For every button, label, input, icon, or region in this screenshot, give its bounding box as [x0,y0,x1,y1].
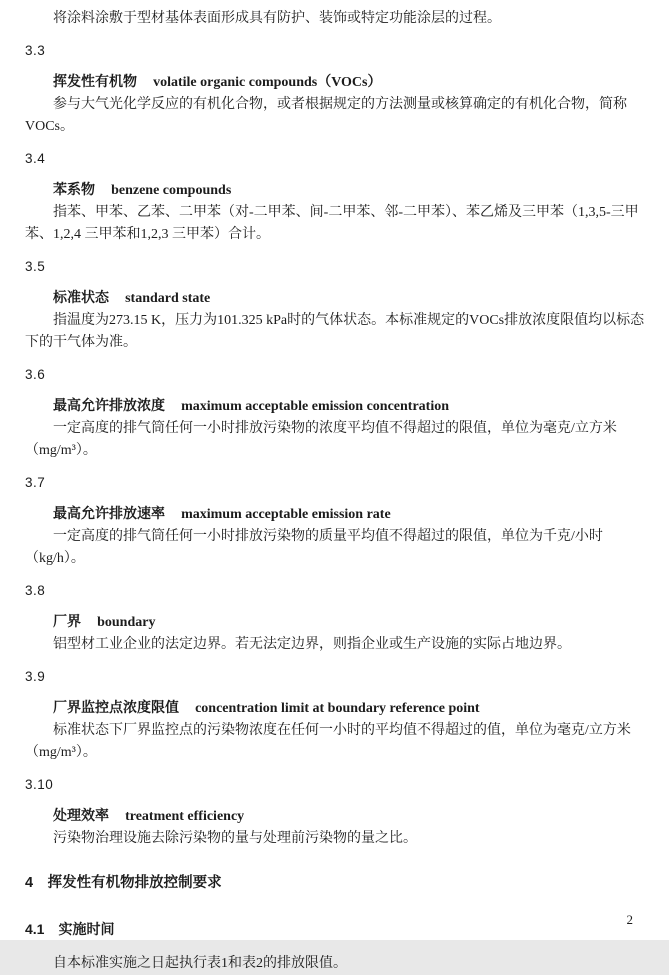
chapter-number: 4 [25,875,34,891]
term-heading [25,502,648,526]
definition-body: 一定高度的排气筒任何一小时排放污染物的质量平均值不得超过的限值，单位为千克/小时（kg/h）。 [25,529,603,566]
chapter-title: 挥发性有机物排放控制要求 [47,875,222,891]
subsection-title: 实施时间 [58,921,115,937]
page-number: 2 [626,912,633,927]
section-number: 3.7 [25,475,46,490]
section-number: 3.4 [25,151,46,166]
term-english: maximum acceptable emission rate [181,507,391,522]
definition-body: 指苯、甲苯、乙苯、二甲苯（对-二甲苯、间-二甲苯、邻-二甲苯）、苯乙烯及三甲苯（1,3,5-三甲苯、1,2,4 三甲苯和1,2,3 三甲苯）合计。 [25,205,639,242]
term-english: maximum acceptable emission concentration [181,399,450,414]
term-heading [25,610,648,634]
subsection-body: 自本标准实施之日起执行表1和表2的排放限值。 [53,956,347,971]
term-heading [25,286,648,310]
definition-section [25,472,648,570]
term-chinese: 厂界监控点浓度限值 [53,699,179,715]
subsection-number: 4.1 [25,921,45,937]
term-chinese: 最高允许排放浓度 [53,397,165,413]
term-heading [25,696,648,720]
term-english: volatile organic compounds（VOCs） [153,75,382,90]
section-number: 3.6 [25,367,46,382]
definition-section [25,364,648,462]
subsection-heading [25,918,648,940]
definition-section [25,580,648,656]
term-english: concentration limit at boundary reference point [195,701,480,716]
section-number: 3.5 [25,259,46,274]
section-number: 3.9 [25,669,46,684]
section-number: 3.3 [25,43,46,58]
term-heading [25,70,648,94]
term-chinese: 苯系物 [53,181,95,197]
intro-paragraph: 将涂料涂敷于型材基体表面形成具有防护、装饰或特定功能涂层的过程。 [53,11,501,26]
term-heading [25,394,648,418]
term-chinese: 挥发性有机物 [53,73,137,89]
definition-section [25,774,648,850]
definition-body: 污染物治理设施去除污染物的量与处理前污染物的量之比。 [53,831,417,846]
term-english: benzene compounds [111,183,232,198]
term-chinese: 标准状态 [53,289,109,305]
term-heading [25,178,648,202]
definition-body: 标准状态下厂界监控点的污染物浓度在任何一小时的平均值不得超过的值，单位为毫克/立方米（mg/m³）。 [25,723,631,760]
chapter-heading [25,872,648,894]
definition-body: 一定高度的排气筒任何一小时排放污染物的浓度平均值不得超过的限值，单位为毫克/立方米（mg/m³）。 [25,421,617,458]
section-number: 3.10 [25,777,54,792]
term-chinese: 厂界 [53,613,81,629]
definition-body: 参与大气光化学反应的有机化合物，或者根据规定的方法测量或核算确定的有机化合物，简称VOCs。 [25,97,627,134]
term-heading [25,804,648,828]
term-english: standard state [125,291,211,306]
definition-body: 指温度为273.15 K，压力为101.325 kPa时的气体状态。本标准规定的VOCs排放浓度限值均以标态下的干气体为准。 [25,313,645,350]
term-chinese: 处理效率 [53,807,109,823]
definition-body: 铝型材工业企业的法定边界。若无法定边界，则指企业或生产设施的实际占地边界。 [53,637,571,652]
definition-section [25,148,648,246]
definition-section [25,666,648,764]
definition-section [25,40,648,138]
section-number: 3.8 [25,583,46,598]
term-english: treatment efficiency [125,809,245,824]
definition-section [25,256,648,354]
term-chinese: 最高允许排放速率 [53,505,165,521]
term-english: boundary [97,615,156,630]
definitions-list [25,40,648,850]
